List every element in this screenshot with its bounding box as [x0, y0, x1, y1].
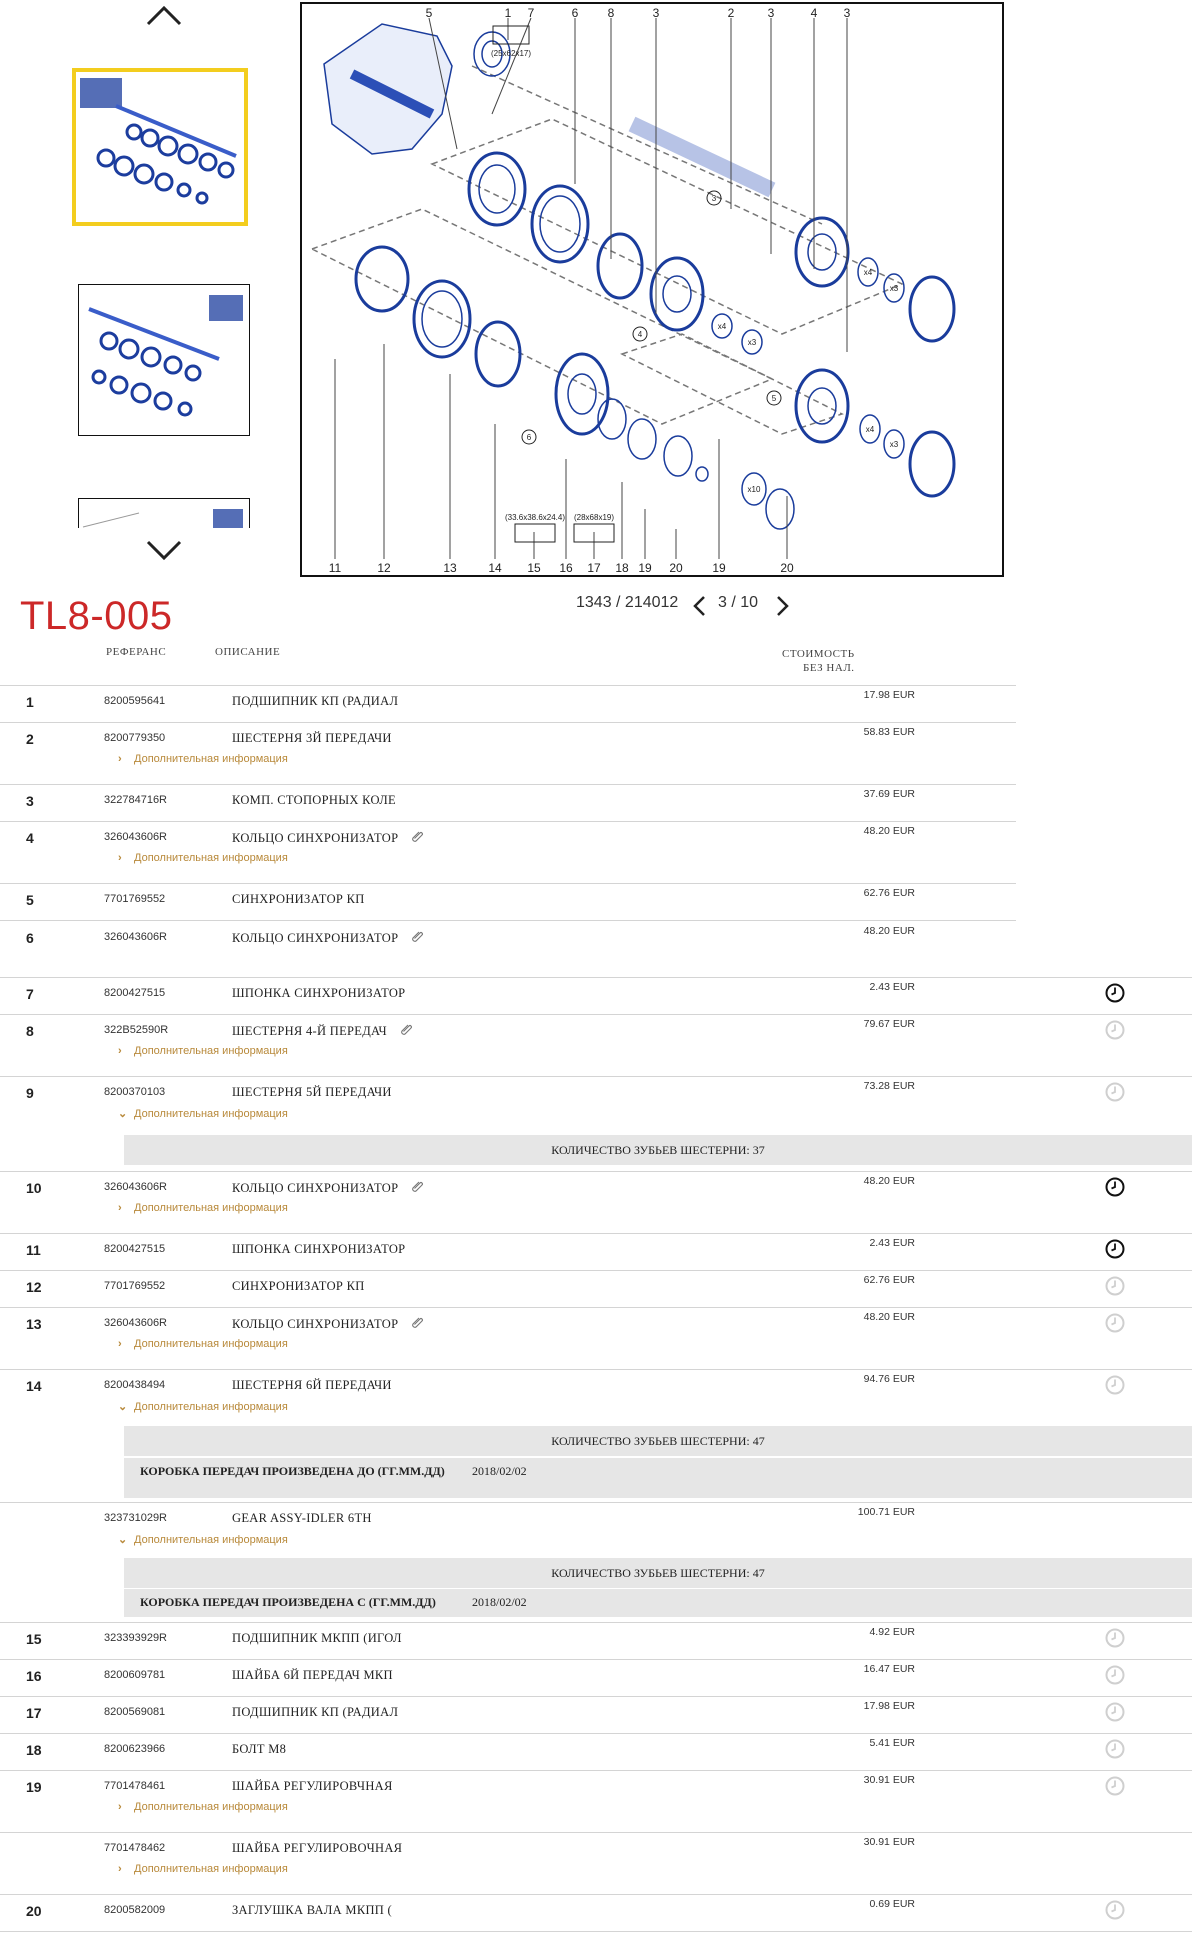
part-description [232, 830, 424, 848]
attachment-button[interactable] [410, 830, 424, 848]
part-reference[interactable]: 8200623966 [104, 1743, 166, 1755]
part-description [232, 1631, 402, 1646]
callout-top: 6 [571, 6, 579, 20]
dimension-label: (33.6x38.6x24.4) [504, 513, 566, 522]
quantity-label: x4 [717, 322, 727, 331]
info-text: КОЛИЧЕСТВО ЗУБЬЕВ ШЕСТЕРНИ: 47 [551, 1434, 765, 1448]
chevron-down-icon: ⌄ [118, 1108, 128, 1120]
callout-top: 3 [652, 6, 660, 20]
callout-bottom: 19 [712, 561, 726, 575]
info-panel [124, 1589, 1192, 1617]
row-number: 12 [26, 1279, 42, 1295]
diagram-index: 1343 / 214012 [576, 594, 679, 611]
row-number: 15 [26, 1631, 42, 1647]
part-reference[interactable]: 8200427515 [104, 987, 166, 999]
page-title: TL8-005 [20, 594, 173, 638]
clock-icon [1104, 982, 1126, 1004]
part-description-text: ШАЙБА 6Й ПЕРЕДАЧ МКП [232, 1668, 393, 1682]
row-number: 10 [26, 1180, 42, 1196]
part-description [232, 1242, 405, 1257]
part-description [232, 930, 424, 948]
part-price: 0.69 EUR [869, 1898, 915, 1910]
row-number: 7 [26, 986, 34, 1002]
part-description [232, 1705, 398, 1720]
clock-icon [1104, 1627, 1126, 1649]
exploded-view-thumbnail [76, 72, 244, 222]
callout-top: 7 [527, 6, 535, 20]
part-price: 2.43 EUR [869, 1237, 915, 1249]
circle-label: 6 [526, 433, 532, 442]
info-text: КОЛИЧЕСТВО ЗУБЬЕВ ШЕСТЕРНИ: 47 [551, 1566, 765, 1580]
more-info-label: Дополнительная информация [134, 852, 288, 864]
part-description [232, 1023, 413, 1041]
part-reference[interactable]: 326043606R [104, 831, 168, 843]
part-description-text: ШЕСТЕРНЯ 6Й ПЕРЕДАЧИ [232, 1378, 392, 1392]
availability-button[interactable] [1104, 1176, 1126, 1198]
row-number: 9 [26, 1085, 34, 1101]
availability-button[interactable] [1104, 1019, 1126, 1041]
part-reference[interactable]: 8200595641 [104, 695, 166, 707]
part-description-text: СИНХРОНИЗАТОР КП [232, 1279, 365, 1293]
part-reference[interactable]: 8200370103 [104, 1086, 166, 1098]
column-header-desc: ОПИСАНИЕ [215, 646, 281, 658]
part-reference[interactable]: 8200609781 [104, 1669, 166, 1681]
attachment-button[interactable] [410, 1316, 424, 1334]
clock-icon [1104, 1238, 1126, 1260]
callout-bottom: 16 [559, 561, 573, 575]
more-info-toggle[interactable] [118, 753, 288, 765]
thumbnail-2[interactable] [78, 284, 250, 436]
paperclip-icon [410, 930, 424, 944]
part-description [232, 1180, 424, 1198]
next-page-button[interactable] [772, 593, 792, 619]
availability-button[interactable] [1104, 1775, 1126, 1797]
part-price: 48.20 EUR [863, 825, 915, 837]
column-header-price: БЕЗ НАЛ. [803, 662, 855, 674]
availability-button[interactable] [1104, 1238, 1126, 1260]
part-description-text: ШПОНКА СИНХРОНИЗАТОР [232, 1242, 406, 1256]
part-description-text: БОЛТ М8 [232, 1742, 287, 1756]
clock-icon [1104, 1899, 1126, 1921]
part-price: 62.76 EUR [863, 887, 915, 899]
row-divider [0, 1622, 1192, 1623]
attachment-button[interactable] [399, 1023, 413, 1041]
part-price: 100.71 EUR [857, 1506, 915, 1518]
info-value: 2018/02/02 [472, 1464, 527, 1478]
availability-button[interactable] [1104, 1738, 1126, 1760]
availability-button[interactable] [1104, 1081, 1126, 1103]
more-info-toggle[interactable] [118, 1338, 288, 1350]
row-divider [0, 784, 1016, 785]
more-info-toggle[interactable] [118, 1400, 288, 1413]
info-label: КОРОБКА ПЕРЕДАЧ ПРОИЗВЕДЕНА С (ГГ.ММ.ДД) [140, 1595, 436, 1609]
clock-icon [1104, 1664, 1126, 1686]
part-description [232, 694, 398, 709]
more-info-label: Дополнительная информация [134, 753, 288, 765]
part-description [232, 892, 365, 907]
part-description-text: СИНХРОНИЗАТОР КП [232, 892, 365, 906]
row-number: 19 [26, 1779, 42, 1795]
part-description [232, 1668, 393, 1683]
gallery-up-button[interactable] [144, 0, 184, 30]
row-divider [0, 722, 1016, 723]
callout-top: 5 [425, 6, 433, 20]
part-price: 30.91 EUR [863, 1774, 915, 1786]
callout-bottom: 13 [443, 561, 457, 575]
row-divider [0, 1696, 1192, 1697]
paperclip-icon [410, 1316, 424, 1330]
part-price: 2.43 EUR [869, 981, 915, 993]
part-price: 4.92 EUR [869, 1626, 915, 1638]
part-description-text: ПОДШИПНИК КП (РАДИАЛ [232, 694, 399, 708]
info-panel [124, 1426, 1192, 1456]
chevron-left-icon [690, 593, 710, 619]
callout-bottom: 11 [328, 561, 342, 575]
callout-top: 3 [767, 6, 775, 20]
chevron-right-icon: › [118, 1202, 122, 1214]
row-number: 5 [26, 892, 34, 908]
page-indicator: 3 / 10 [718, 594, 759, 611]
callout-bottom: 17 [587, 561, 601, 575]
part-description-text: КОЛЬЦО СИНХРОНИЗАТОР [232, 931, 399, 945]
part-description-text: ЗАГЛУШКА ВАЛА МКПП ( [232, 1903, 393, 1917]
row-number: 13 [26, 1316, 42, 1332]
row-divider [0, 685, 1016, 686]
callout-bottom: 14 [488, 561, 502, 575]
chevron-down-icon: ⌄ [118, 1401, 128, 1413]
more-info-label: Дополнительная информация [134, 1338, 288, 1350]
part-description [232, 1903, 392, 1918]
info-panel [124, 1558, 1192, 1588]
quantity-label: x3 [889, 284, 899, 293]
availability-button[interactable] [1104, 1627, 1126, 1649]
part-description [232, 1085, 392, 1100]
row-number: 11 [26, 1242, 41, 1258]
row-number: 17 [26, 1705, 42, 1721]
info-panel [124, 1135, 1192, 1165]
part-description-text: КОЛЬЦО СИНХРОНИЗАТОР [232, 831, 399, 845]
info-panel [124, 1458, 1192, 1498]
part-price: 58.83 EUR [863, 726, 915, 738]
info-text: КОЛИЧЕСТВО ЗУБЬЕВ ШЕСТЕРНИ: 37 [551, 1143, 765, 1157]
part-description-text: КОЛЬЦО СИНХРОНИЗАТОР [232, 1317, 399, 1331]
row-number: 20 [26, 1903, 42, 1919]
row-divider [0, 1233, 1192, 1234]
exploded-view-thumbnail [79, 499, 249, 528]
part-description [232, 1779, 393, 1794]
part-price: 48.20 EUR [863, 1175, 915, 1187]
prev-page-button[interactable] [690, 593, 710, 619]
availability-button[interactable] [1104, 1312, 1126, 1334]
part-reference[interactable]: 326043606R [104, 931, 168, 943]
column-header-ref: РЕФЕРАНС [106, 646, 167, 658]
row-divider [0, 1770, 1192, 1771]
callout-bottom: 12 [377, 561, 391, 575]
chevron-right-icon: › [118, 1801, 122, 1813]
row-number: 14 [26, 1378, 42, 1394]
part-description [232, 1742, 286, 1757]
clock-icon [1104, 1374, 1126, 1396]
row-number: 3 [26, 793, 34, 809]
info-value: 2018/02/02 [472, 1595, 527, 1609]
part-description [232, 1841, 402, 1856]
callout-bottom: 20 [669, 561, 683, 575]
diagram-pager [560, 590, 810, 620]
callout-top: 4 [810, 6, 818, 20]
row-number: 2 [26, 731, 34, 747]
row-number: 8 [26, 1023, 34, 1039]
quantity-label: x3 [889, 440, 899, 449]
callout-top: 2 [727, 6, 735, 20]
part-description-text: ШАЙБА РЕГУЛИРОВЧНАЯ [232, 1779, 393, 1793]
part-price: 73.28 EUR [863, 1080, 915, 1092]
chevron-right-icon: › [118, 1338, 122, 1350]
chevron-right-icon: › [118, 852, 122, 864]
row-divider [0, 1931, 1192, 1932]
thumbnail-3[interactable] [78, 498, 250, 528]
row-divider [0, 1369, 1192, 1370]
part-description-text: ШАЙБА РЕГУЛИРОВОЧНАЯ [232, 1841, 403, 1855]
part-price: 48.20 EUR [863, 925, 915, 937]
callout-bottom: 20 [780, 561, 794, 575]
quantity-label: x10 [747, 485, 761, 494]
row-divider [0, 1307, 1192, 1308]
more-info-toggle[interactable] [118, 1107, 288, 1120]
part-description [232, 1316, 424, 1334]
availability-button[interactable] [1104, 1701, 1126, 1723]
clock-icon [1104, 1738, 1126, 1760]
column-header-price: СТОИМОСТЬ [782, 648, 855, 660]
more-info-toggle[interactable] [118, 1533, 288, 1546]
callout-bottom: 18 [615, 561, 629, 575]
row-divider [0, 1270, 1192, 1271]
row-divider [0, 821, 1016, 822]
clock-icon [1104, 1176, 1126, 1198]
more-info-toggle[interactable] [118, 1202, 288, 1214]
quantity-label: x4 [863, 268, 873, 277]
clock-icon [1104, 1275, 1126, 1297]
circle-label: 5 [771, 394, 777, 403]
callout-top: 8 [607, 6, 615, 20]
part-reference[interactable]: 7701769552 [104, 893, 166, 905]
part-reference[interactable]: 8200569081 [104, 1706, 166, 1718]
row-divider [0, 1502, 1192, 1503]
part-price: 79.67 EUR [863, 1018, 915, 1030]
row-divider [0, 883, 1016, 884]
row-divider [0, 920, 1016, 921]
part-reference[interactable]: 7701769552 [104, 1280, 166, 1292]
info-label: КОРОБКА ПЕРЕДАЧ ПРОИЗВЕДЕНА ДО (ГГ.ММ.ДД) [140, 1464, 445, 1478]
part-description [232, 793, 396, 808]
chevron-right-icon: › [118, 1045, 122, 1057]
part-reference[interactable]: 322B52590R [104, 1024, 169, 1036]
chevron-right-icon [772, 593, 792, 619]
part-price: 16.47 EUR [863, 1663, 915, 1675]
clock-icon [1104, 1312, 1126, 1334]
chevron-right-icon: › [118, 1863, 122, 1875]
more-info-label: Дополнительная информация [134, 1045, 288, 1057]
clock-icon [1104, 1701, 1126, 1723]
part-description-text: ШПОНКА СИНХРОНИЗАТОР [232, 986, 406, 1000]
row-divider [0, 1894, 1192, 1895]
part-description [232, 986, 405, 1001]
thumbnail-1-selected[interactable] [72, 68, 248, 226]
clock-icon [1104, 1775, 1126, 1797]
exploded-view-thumbnail [79, 285, 249, 435]
attachment-button[interactable] [410, 1180, 424, 1198]
gallery-down-button[interactable] [144, 536, 184, 566]
part-description-text: ПОДШИПНИК КП (РАДИАЛ [232, 1705, 399, 1719]
more-info-label: Дополнительная информация [134, 1108, 288, 1120]
row-divider [0, 1659, 1192, 1660]
part-reference[interactable]: 326043606R [104, 1181, 168, 1193]
part-description-text: GEAR ASSY-IDLER 6TH [232, 1511, 372, 1525]
part-reference[interactable]: 323393929R [104, 1632, 168, 1644]
part-description-text: ШЕСТЕРНЯ 3Й ПЕРЕДАЧИ [232, 731, 392, 745]
part-price: 17.98 EUR [863, 1700, 915, 1712]
part-reference[interactable]: 7701478461 [104, 1780, 166, 1792]
dimension-label: (28x68x19) [573, 513, 615, 522]
clock-icon [1104, 1019, 1126, 1041]
part-description [232, 1279, 365, 1294]
part-price: 62.76 EUR [863, 1274, 915, 1286]
paperclip-icon [399, 1023, 413, 1037]
row-number: 6 [26, 930, 34, 946]
part-description-text: КОМП. СТОПОРНЫХ КОЛЕ [232, 793, 396, 807]
part-description-text: ПОДШИПНИК МКПП (ИГОЛ [232, 1631, 402, 1645]
dimension-label: (25x62x17) [490, 49, 532, 58]
more-info-label: Дополнительная информация [134, 1863, 288, 1875]
part-price: 5.41 EUR [869, 1737, 915, 1749]
clock-icon [1104, 1081, 1126, 1103]
part-reference[interactable]: 8200779350 [104, 732, 166, 744]
more-info-label: Дополнительная информация [134, 1401, 288, 1413]
more-info-toggle[interactable] [118, 1045, 288, 1057]
callout-bottom: 19 [638, 561, 652, 575]
quantity-label: x3 [747, 338, 757, 347]
part-description-text: ШЕСТЕРНЯ 4-Й ПЕРЕДАЧ [232, 1024, 387, 1038]
row-divider [0, 1014, 1192, 1015]
chevron-down-icon: ⌄ [118, 1534, 128, 1546]
part-reference[interactable]: 7701478462 [104, 1842, 166, 1854]
row-number: 4 [26, 830, 34, 846]
gearbox-exploded-view [302, 4, 1004, 577]
row-number: 18 [26, 1742, 42, 1758]
circle-label: 3 [711, 194, 717, 203]
row-number: 16 [26, 1668, 42, 1684]
row-divider [0, 1076, 1192, 1077]
more-info-label: Дополнительная информация [134, 1534, 288, 1546]
callout-bottom: 15 [527, 561, 541, 575]
part-reference[interactable]: 322784716R [104, 794, 168, 806]
row-divider [0, 977, 1192, 978]
availability-button[interactable] [1104, 1664, 1126, 1686]
paperclip-icon [410, 830, 424, 844]
part-price: 37.69 EUR [863, 788, 915, 800]
row-divider [0, 1832, 1192, 1833]
circle-label: 4 [637, 330, 643, 339]
thumbnail-gallery [0, 0, 280, 580]
part-description [232, 1511, 372, 1526]
more-info-label: Дополнительная информация [134, 1202, 288, 1214]
part-reference[interactable]: 8200582009 [104, 1904, 166, 1916]
more-info-label: Дополнительная информация [134, 1801, 288, 1813]
part-description [232, 1378, 392, 1393]
part-reference[interactable]: 8200438494 [104, 1379, 166, 1391]
availability-button[interactable] [1104, 982, 1126, 1004]
part-price: 30.91 EUR [863, 1836, 915, 1848]
paperclip-icon [410, 1180, 424, 1194]
availability-button[interactable] [1104, 1374, 1126, 1396]
callout-top: 3 [843, 6, 851, 20]
part-reference[interactable]: 326043606R [104, 1317, 168, 1329]
exploded-diagram [300, 2, 1004, 577]
chevron-right-icon: › [118, 753, 122, 765]
row-divider [0, 1171, 1192, 1172]
chevron-up-icon [144, 2, 184, 28]
callout-top: 1 [504, 6, 512, 20]
availability-button[interactable] [1104, 1275, 1126, 1297]
more-info-toggle[interactable] [118, 1801, 288, 1813]
part-price: 48.20 EUR [863, 1311, 915, 1323]
part-description-text: КОЛЬЦО СИНХРОНИЗАТОР [232, 1181, 399, 1195]
part-price: 94.76 EUR [863, 1373, 915, 1385]
part-reference[interactable]: 323731029R [104, 1512, 168, 1524]
part-price: 17.98 EUR [863, 689, 915, 701]
part-reference[interactable]: 8200427515 [104, 1243, 166, 1255]
row-divider [0, 1733, 1192, 1734]
row-number: 1 [26, 694, 34, 710]
quantity-label: x4 [865, 425, 875, 434]
chevron-down-icon [144, 538, 184, 564]
part-description-text: ШЕСТЕРНЯ 5Й ПЕРЕДАЧИ [232, 1085, 392, 1099]
more-info-toggle[interactable] [118, 1863, 288, 1875]
attachment-button[interactable] [410, 930, 424, 948]
part-description [232, 731, 392, 746]
more-info-toggle[interactable] [118, 852, 288, 864]
availability-button[interactable] [1104, 1899, 1126, 1921]
